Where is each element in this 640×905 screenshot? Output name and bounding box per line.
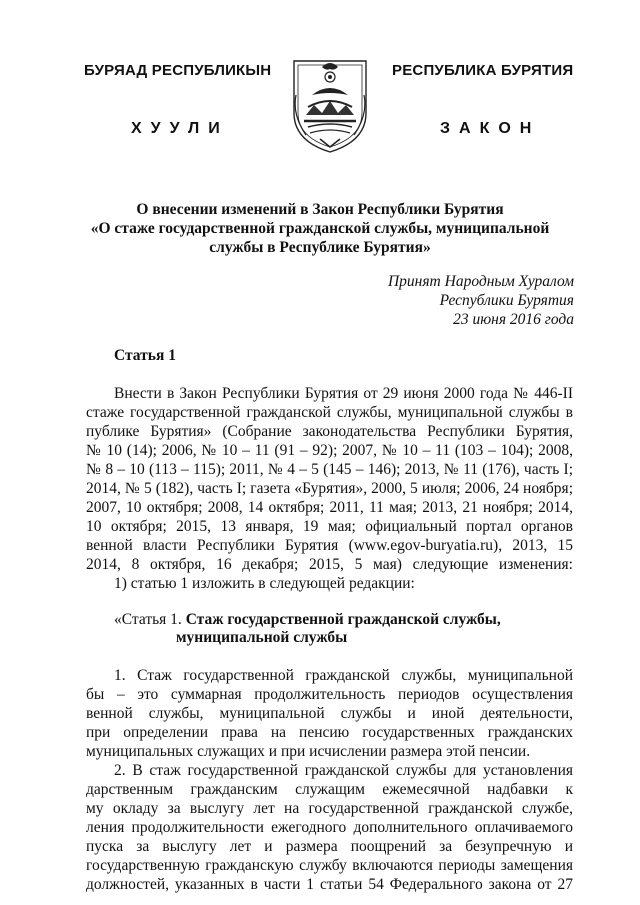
header-right-title: РЕСПУБЛИКА БУРЯТИЯ bbox=[392, 62, 574, 79]
paragraph-1-line: 1. Стаж государственной гражданской службы, муниципальной bbox=[114, 667, 573, 684]
adoption-line-2: Республики Бурятия bbox=[439, 292, 574, 309]
paragraph-1-line: венной службы, муниципальной службы и иной деятельности, bbox=[86, 705, 573, 722]
body-line: 2014, 8 октября, 16 декабря; 2015, 5 мая) следующие изменения: bbox=[86, 556, 573, 573]
paragraph-2-line: пуска за выслугу лет и размера поощрений за безупречную и bbox=[86, 838, 573, 855]
paragraph-1-line: бы – это суммарная продолжительность периодов осуществления bbox=[86, 686, 573, 703]
body-line: 2014, № 5 (182), часть I; газета «Бурятия», 2000, 5 июля; 2006, 24 ноября; bbox=[86, 480, 573, 497]
quoted-article-prefix: «Статья 1. bbox=[114, 611, 186, 628]
body-line: 10 октября; 2015, 13 января, 19 мая; официальный портал органов bbox=[86, 518, 573, 535]
paragraph-2-line: му окладу за выслугу лет на государственной гражданской службе, bbox=[86, 800, 573, 817]
body-line: 2007, 10 октября; 2008, 14 октября; 2011, 11 мая; 2013, 21 ноября; 2014, bbox=[86, 499, 573, 516]
quoted-article-title-2: муниципальной службы bbox=[176, 629, 348, 646]
coat-of-arms-icon bbox=[290, 55, 370, 155]
header-left-doc-type: ХУУЛИ bbox=[131, 120, 229, 137]
adoption-line-1: Принят Народным Хуралом bbox=[387, 273, 574, 290]
paragraph-2-line: должностей, указанных в части 1 статьи 54 Федерального закона от 27 bbox=[86, 876, 573, 893]
quoted-article-title-1: Стаж государственной гражданской службы, bbox=[185, 611, 501, 628]
quoted-article-heading bbox=[114, 610, 501, 629]
paragraph-2-line: дарственным гражданским служащим ежемесячной надбавки к bbox=[86, 781, 573, 798]
article-1-heading: Статья 1 bbox=[114, 347, 176, 364]
body-line: 1) статью 1 изложить в следующей редакции: bbox=[114, 575, 415, 592]
title-line-1: О внесении изменений в Закон Республики Бурятия bbox=[136, 201, 504, 218]
paragraph-2-line: государственную гражданскую службу включаются периоды замещения bbox=[86, 857, 573, 874]
header-right-doc-type: ЗАКОН bbox=[440, 120, 541, 137]
paragraph-1-line: при определении права на пенсию государственных гражданских bbox=[86, 724, 573, 741]
paragraph-2-line: ления продолжительности ежегодного дополнительного оплачиваемого bbox=[86, 819, 573, 836]
title-line-3: службы в Республике Бурятия» bbox=[209, 239, 431, 256]
header-left-title: БУРЯАД РЕСПУБЛИКЫН bbox=[84, 62, 272, 79]
document-title bbox=[80, 200, 560, 257]
adoption-note bbox=[388, 272, 574, 329]
adoption-date: 23 июня 2016 года bbox=[453, 311, 574, 328]
body-line: № 8 – 10 (113 – 115); 2011, № 4 – 5 (145 – 146); 2013, № 11 (176), часть I; bbox=[86, 461, 573, 478]
body-line: публике Бурятия» (Собрание законодательства Республики Бурятия, bbox=[86, 423, 573, 440]
paragraph-1-line: муниципальных служащих и при исчислении размера этой пенсии. bbox=[86, 743, 531, 760]
body-line: Внести в Закон Республики Бурятия от 29 июня 2000 года № 446-II bbox=[114, 385, 573, 402]
paragraph-2-line: 2. В стаж государственной гражданской службы для установления bbox=[114, 762, 573, 779]
body-line: № 10 (14); 2006, № 10 – 11 (91 – 92); 2007, № 10 – 11 (103 – 104); 2008, bbox=[86, 442, 573, 459]
body-line: стаже государственной гражданской службы, муниципальной службы в bbox=[86, 404, 573, 421]
title-line-2: «О стаже государственной гражданской службы, муниципальной bbox=[90, 220, 550, 237]
body-line: венной власти Республики Бурятия (www.egov-buryatia.ru), 2013, 15 bbox=[86, 537, 573, 554]
